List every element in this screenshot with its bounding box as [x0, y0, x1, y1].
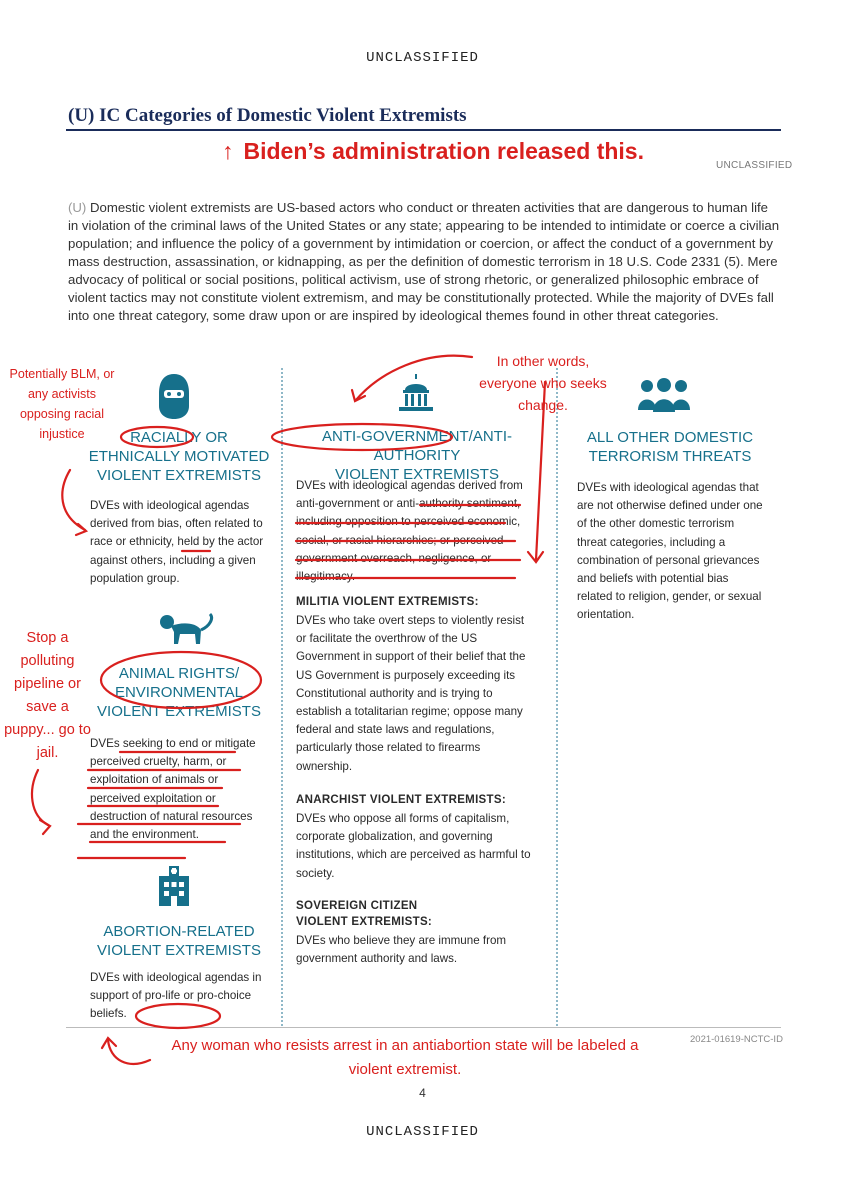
anti-government-description: DVEs with ideological agendas derived from anti-government or anti-authority sentiment, including opposition to perceived economic, social, or racial hierarchies; or perceived government overreach, negligence, or illegitimacy.: [296, 479, 523, 584]
hospital-building-icon: [157, 866, 191, 906]
footer-rule: [66, 1027, 781, 1028]
page-title: (U) IC Categories of Domestic Violent Extremists: [68, 105, 467, 126]
column-divider-left: [281, 368, 283, 1026]
racial-heading: RACIALLY OR ETHNICALLY MOTIVATED VIOLENT EXTREMISTS: [88, 429, 270, 484]
annotation-abortion-note: Any woman who resists arrest in an antiabortion state will be labeled a violent extremist.: [171, 1037, 639, 1078]
bottom-classification-marking: UNCLASSIFIED: [366, 1124, 479, 1140]
racial-description: DVEs with ideological agendas derived from bias, often related to race or ethnicity, held by the actor against others, including a given population group.: [90, 499, 264, 585]
intro-text: Domestic violent extremists are US-based actors who conduct or threaten activities that are dangerous to human life in violation of the criminal laws of the United States or any state; appearing to be intended to intimidate or coerce a civilian population; and influence the policy of a government by intimidation or coercion, or affect the conduct of a government by mass destruction, assassination, or kidnapping, as per the definition of domestic terrorism in 18 U.S. Code 2331 (5). Mere advocacy of political or social positions, political activism, use of strong rhetoric, or generalized philosophic embrace of violent tactics may not constitute violent extremism, and may be constitutionally protected. While the majority of DVEs fall into one threat category, some draw upon or are inspired by ideological themes found in other threat categories.: [68, 200, 780, 323]
abortion-heading: ABORTION-RELATED VIOLENT EXTREMISTS: [97, 923, 261, 959]
sovereign-description: DVEs who believe they are immune from government authority and laws.: [296, 934, 507, 966]
sovereign-title: SOVEREIGN CITIZEN VIOLENT EXTREMISTS:: [296, 900, 433, 928]
column-divider-right: [556, 368, 558, 1026]
hooded-person-icon: [154, 372, 194, 420]
militia-description: DVEs who take overt steps to violently resist or facilitate the overthrow of the US Government in support of their belief that the US Government is purposely exceeding its Constitutional authority and is trying to establish a totalitarian regime; oppose many federal and state laws and regulations, particularly those related to firearms ownership.: [296, 614, 526, 773]
other-threats-heading: ALL OTHER DOMESTIC TERRORISM THREATS: [586, 429, 754, 465]
animal-description: DVEs seeking to end or mitigate perceived cruelty, harm, or exploitation of animals or perceived exploitation or destruction of natural resources and the environment.: [90, 737, 256, 842]
other-threats-description: DVEs with ideological agendas that are not otherwise defined under one of the other domestic terrorism threat categories, including a combination of personal grievances and beliefs with potential bias related to religion, gender, or sexual orientation.: [577, 481, 763, 622]
intro-paragraph: [68, 199, 780, 325]
page-number: 4: [419, 1086, 426, 1100]
document-id: 2021-01619-NCTC-ID: [690, 1034, 783, 1045]
annotation-pipeline-note: Stop a polluting pipeline or save a puppy... go to jail.: [4, 630, 91, 761]
up-arrow-icon: ↑: [222, 138, 234, 164]
anarchist-description: DVEs who oppose all forms of capitalism, corporate globalization, and governing institutions, which are perceived as harmful to society.: [296, 812, 531, 880]
militia-title: MILITIA VIOLENT EXTREMISTS:: [296, 596, 479, 608]
arrow-abortion-mark: [108, 1040, 150, 1064]
intro-prefix: (U): [68, 200, 87, 215]
group-of-people-icon: [636, 378, 692, 412]
doc-classification-marking: UNCLASSIFIED: [716, 160, 793, 171]
monkey-icon: [156, 612, 218, 646]
arrow-pipeline-mark: [32, 770, 48, 825]
title-rule: [66, 129, 781, 131]
annotation-blm-note: Potentially BLM, or any activists opposing racial injustice: [9, 367, 115, 441]
annotation-title-note: ↑ Biden’s administration released this.: [222, 138, 644, 164]
arrow-blm-mark: [62, 470, 85, 530]
capitol-building-icon: [396, 374, 436, 414]
anti-government-heading: ANTI-GOVERNMENT/ANTI-AUTHORITY VIOLENT EXTREMISTS: [322, 428, 512, 483]
anarchist-title: ANARCHIST VIOLENT EXTREMISTS:: [296, 794, 506, 806]
top-classification-marking: UNCLASSIFIED: [366, 50, 479, 66]
animal-heading: ANIMAL RIGHTS/ ENVIRONMENTAL VIOLENT EXTREMISTS: [97, 665, 261, 720]
annotation-change-note: In other words, everyone who seeks change.: [479, 353, 607, 413]
abortion-description: DVEs with ideological agendas in support of pro-life or pro-choice beliefs.: [90, 971, 262, 1021]
